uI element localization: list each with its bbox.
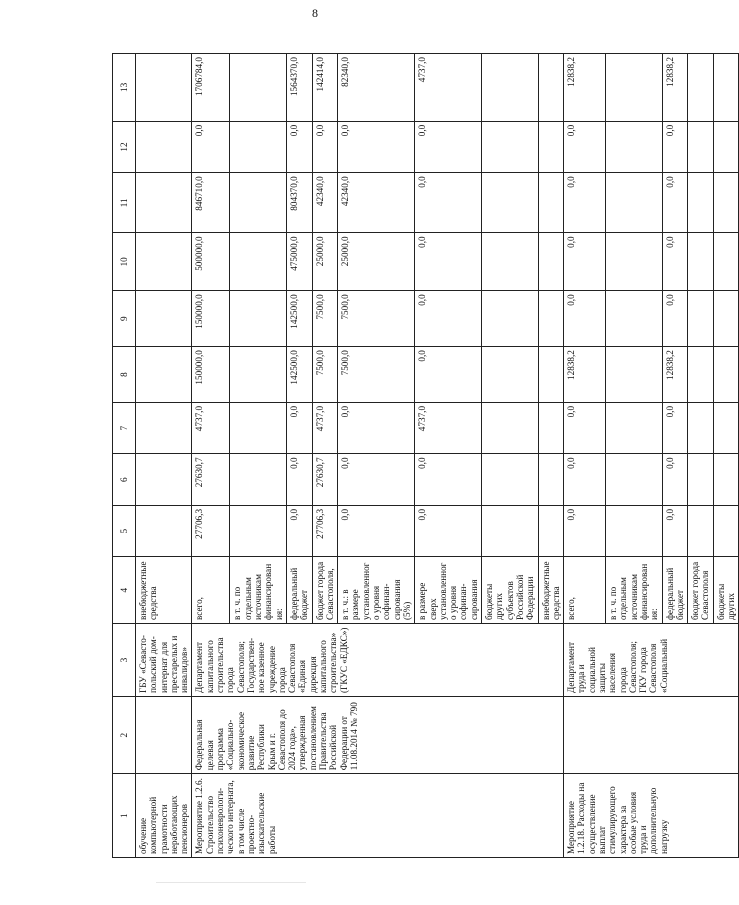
amount-cell xyxy=(606,54,662,122)
funding-source-cell: в т. ч. по отдельным источникам финансирования: xyxy=(230,557,286,624)
amount-cell: 0,0 xyxy=(338,505,415,557)
amount-cell xyxy=(230,454,286,506)
amount-cell xyxy=(482,402,538,454)
amount-cell: 142500,0 xyxy=(286,347,312,403)
program-cell xyxy=(564,697,739,774)
event-name-cell: Мероприятие 1.2.18. Расходы на осуществление выплат стимулирующего характера за особые условия труда и дополнительную нагрузку xyxy=(564,774,739,858)
amount-cell: 0,0 xyxy=(564,121,606,173)
amount-cell: 27630,7 xyxy=(192,454,230,506)
amount-cell: 27630,7 xyxy=(312,454,338,506)
amount-cell xyxy=(688,173,714,233)
amount-cell xyxy=(688,505,714,557)
amount-cell xyxy=(606,173,662,233)
amount-cell xyxy=(136,54,192,122)
amount-cell xyxy=(713,402,739,454)
amount-cell xyxy=(482,173,538,233)
column-header: 4 xyxy=(113,557,136,624)
amount-cell xyxy=(230,402,286,454)
amount-cell: 82340,0 xyxy=(338,54,415,122)
event-name-cell: обучение компьютерной грамотности неработающих пенсионеров xyxy=(136,774,192,858)
amount-cell: 846710,0 xyxy=(192,173,230,233)
amount-cell: 150000,0 xyxy=(192,347,230,403)
amount-cell: 27706,3 xyxy=(192,505,230,557)
amount-cell xyxy=(482,54,538,122)
amount-cell xyxy=(606,402,662,454)
amount-cell xyxy=(482,505,538,557)
funding-source-cell: бюджет города Севастополя, xyxy=(312,557,338,624)
funding-source-cell: внебюджетные средства xyxy=(136,557,192,624)
funding-source-cell: бюджет города Севастополя xyxy=(688,557,714,624)
table-row xyxy=(136,54,192,858)
amount-cell xyxy=(230,54,286,122)
column-header: 5 xyxy=(113,505,136,557)
amount-cell xyxy=(136,173,192,233)
amount-cell xyxy=(688,54,714,122)
amount-cell xyxy=(688,291,714,347)
amount-cell xyxy=(713,233,739,291)
amount-cell xyxy=(713,454,739,506)
amount-cell xyxy=(688,347,714,403)
amount-cell: 0,0 xyxy=(312,121,338,173)
column-header: 6 xyxy=(113,454,136,506)
header-row xyxy=(113,54,136,858)
amount-cell xyxy=(136,347,192,403)
column-header: 1 xyxy=(113,774,136,858)
amount-cell: 0,0 xyxy=(662,121,688,173)
amount-cell xyxy=(606,121,662,173)
amount-cell xyxy=(482,121,538,173)
amount-cell xyxy=(688,454,714,506)
amount-cell xyxy=(713,54,739,122)
amount-cell xyxy=(136,291,192,347)
amount-cell: 0,0 xyxy=(415,233,482,291)
column-header: 10 xyxy=(113,233,136,291)
amount-cell xyxy=(482,291,538,347)
funding-source-cell: федеральный бюджет xyxy=(662,557,688,624)
amount-cell: 12838,2 xyxy=(662,54,688,122)
amount-cell: 0,0 xyxy=(662,291,688,347)
funding-source-cell: федеральный бюджет xyxy=(286,557,312,624)
amount-cell: 12838,2 xyxy=(662,347,688,403)
amount-cell xyxy=(713,121,739,173)
table-row xyxy=(192,54,230,858)
amount-cell xyxy=(482,233,538,291)
funding-source-cell: в т. ч. по отдельным источникам финансирования: xyxy=(606,557,662,624)
executor-cell: Департамент труда и социальной защиты населения города Севастополя; ГКУ города Севастополя «Социальный xyxy=(564,624,739,697)
amount-cell: 1564370,0 xyxy=(286,54,312,122)
funding-source-cell: всего, xyxy=(564,557,606,624)
column-header: 9 xyxy=(113,291,136,347)
amount-cell: 142414,0 xyxy=(312,54,338,122)
amount-cell: 500000,0 xyxy=(192,233,230,291)
amount-cell xyxy=(136,454,192,506)
amount-cell: 0,0 xyxy=(564,233,606,291)
column-header: 13 xyxy=(113,54,136,122)
program-cell xyxy=(136,697,192,774)
amount-cell: 7500,0 xyxy=(312,291,338,347)
amount-cell: 4737,0 xyxy=(415,402,482,454)
amount-cell: 42340,0 xyxy=(312,173,338,233)
amount-cell xyxy=(230,347,286,403)
amount-cell: 0,0 xyxy=(415,505,482,557)
amount-cell: 0,0 xyxy=(415,121,482,173)
amount-cell xyxy=(713,505,739,557)
amount-cell xyxy=(606,454,662,506)
amount-cell: 0,0 xyxy=(286,402,312,454)
amount-cell: 475000,0 xyxy=(286,233,312,291)
amount-cell xyxy=(230,173,286,233)
amount-cell: 27706,3 xyxy=(312,505,338,557)
amount-cell: 42340,0 xyxy=(338,173,415,233)
column-header: 2 xyxy=(113,697,136,774)
amount-cell xyxy=(688,402,714,454)
amount-cell xyxy=(606,233,662,291)
column-header: 7 xyxy=(113,402,136,454)
funding-source-cell: в размере сверх установленного уровня софинан-сирования xyxy=(415,557,482,624)
amount-cell xyxy=(136,121,192,173)
amount-cell xyxy=(538,173,564,233)
amount-cell xyxy=(136,402,192,454)
amount-cell: 804370,0 xyxy=(286,173,312,233)
funding-source-cell: бюджеты других субъектов Российской Федерации xyxy=(482,557,538,624)
amount-cell: 0,0 xyxy=(662,505,688,557)
amount-cell: 4737,0 xyxy=(312,402,338,454)
amount-cell: 0,0 xyxy=(338,121,415,173)
amount-cell: 25000,0 xyxy=(338,233,415,291)
amount-cell xyxy=(482,347,538,403)
amount-cell: 0,0 xyxy=(415,291,482,347)
amount-cell: 150000,0 xyxy=(192,291,230,347)
column-header: 8 xyxy=(113,347,136,403)
amount-cell xyxy=(136,505,192,557)
amount-cell xyxy=(538,291,564,347)
amount-cell: 4737,0 xyxy=(415,54,482,122)
amount-cell: 0,0 xyxy=(564,173,606,233)
amount-cell xyxy=(606,291,662,347)
amount-cell xyxy=(538,402,564,454)
amount-cell: 0,0 xyxy=(338,454,415,506)
amount-cell: 0,0 xyxy=(286,121,312,173)
page-number: 8 xyxy=(312,6,318,20)
event-name-cell: Мероприятие 1.2.6. Строительство психоневрологи-ческого интерната, в том числе проектно-изыскательские работы xyxy=(192,774,564,858)
rotated-table-wrapper xyxy=(112,53,737,858)
amount-cell xyxy=(688,121,714,173)
funding-source-cell: бюджеты других xyxy=(713,557,739,624)
amount-cell xyxy=(230,291,286,347)
amount-cell xyxy=(538,347,564,403)
amount-cell xyxy=(538,454,564,506)
amount-cell: 0,0 xyxy=(662,173,688,233)
amount-cell xyxy=(606,505,662,557)
amount-cell: 0,0 xyxy=(192,121,230,173)
amount-cell: 142500,0 xyxy=(286,291,312,347)
amount-cell: 0,0 xyxy=(415,173,482,233)
amount-cell: 4737,0 xyxy=(192,402,230,454)
amount-cell xyxy=(713,173,739,233)
scan-artifact xyxy=(156,882,306,883)
amount-cell: 0,0 xyxy=(564,505,606,557)
amount-cell xyxy=(230,233,286,291)
amount-cell xyxy=(230,505,286,557)
amount-cell: 0,0 xyxy=(286,505,312,557)
amount-cell: 25000,0 xyxy=(312,233,338,291)
executor-cell: ГБУ «Севасто-польский дом-интернат для престарелых и инвалидов» xyxy=(136,624,192,697)
amount-cell xyxy=(713,291,739,347)
amount-cell: 12838,2 xyxy=(564,347,606,403)
amount-cell: 12838,2 xyxy=(564,54,606,122)
column-header: 3 xyxy=(113,624,136,697)
amount-cell: 7500,0 xyxy=(312,347,338,403)
amount-cell xyxy=(538,233,564,291)
table-row xyxy=(564,54,606,858)
amount-cell xyxy=(606,347,662,403)
program-cell: Федеральная целевая программа «Социально-экономическое развитие Республики Крым и г. Севастополя до 2024 года», утвержденная постановлением Правительства Российской Федерации от 11.08.2014 № 790 xyxy=(192,697,564,774)
amount-cell xyxy=(538,505,564,557)
amount-cell: 1706784,0 xyxy=(192,54,230,122)
amount-cell xyxy=(482,454,538,506)
executor-cell: Департамент капитального строительства города Севастополя; Государствен-ное казенное учреждение города Севастополя «Единая дирекция капитального строительства» (ГКУС «ЕДКС») xyxy=(192,624,564,697)
amount-cell xyxy=(538,121,564,173)
amount-cell: 0,0 xyxy=(286,454,312,506)
funding-source-cell: всего, xyxy=(192,557,230,624)
amount-cell xyxy=(538,54,564,122)
amount-cell: 0,0 xyxy=(338,402,415,454)
amount-cell: 0,0 xyxy=(564,454,606,506)
column-header: 11 xyxy=(113,173,136,233)
amount-cell: 0,0 xyxy=(564,402,606,454)
funding-table xyxy=(112,53,739,858)
amount-cell: 0,0 xyxy=(662,454,688,506)
funding-source-cell: внебюджетные средства xyxy=(538,557,564,624)
amount-cell: 7500,0 xyxy=(338,291,415,347)
amount-cell xyxy=(688,233,714,291)
amount-cell: 7500,0 xyxy=(338,347,415,403)
amount-cell: 0,0 xyxy=(415,347,482,403)
amount-cell: 0,0 xyxy=(662,233,688,291)
column-header: 12 xyxy=(113,121,136,173)
amount-cell xyxy=(230,121,286,173)
amount-cell: 0,0 xyxy=(415,454,482,506)
funding-source-cell: в т. ч.: в размере установленного уровня софинан-сирования (5%) xyxy=(338,557,415,624)
amount-cell xyxy=(713,347,739,403)
amount-cell: 0,0 xyxy=(564,291,606,347)
amount-cell: 0,0 xyxy=(662,402,688,454)
table-body xyxy=(113,54,739,858)
amount-cell xyxy=(136,233,192,291)
